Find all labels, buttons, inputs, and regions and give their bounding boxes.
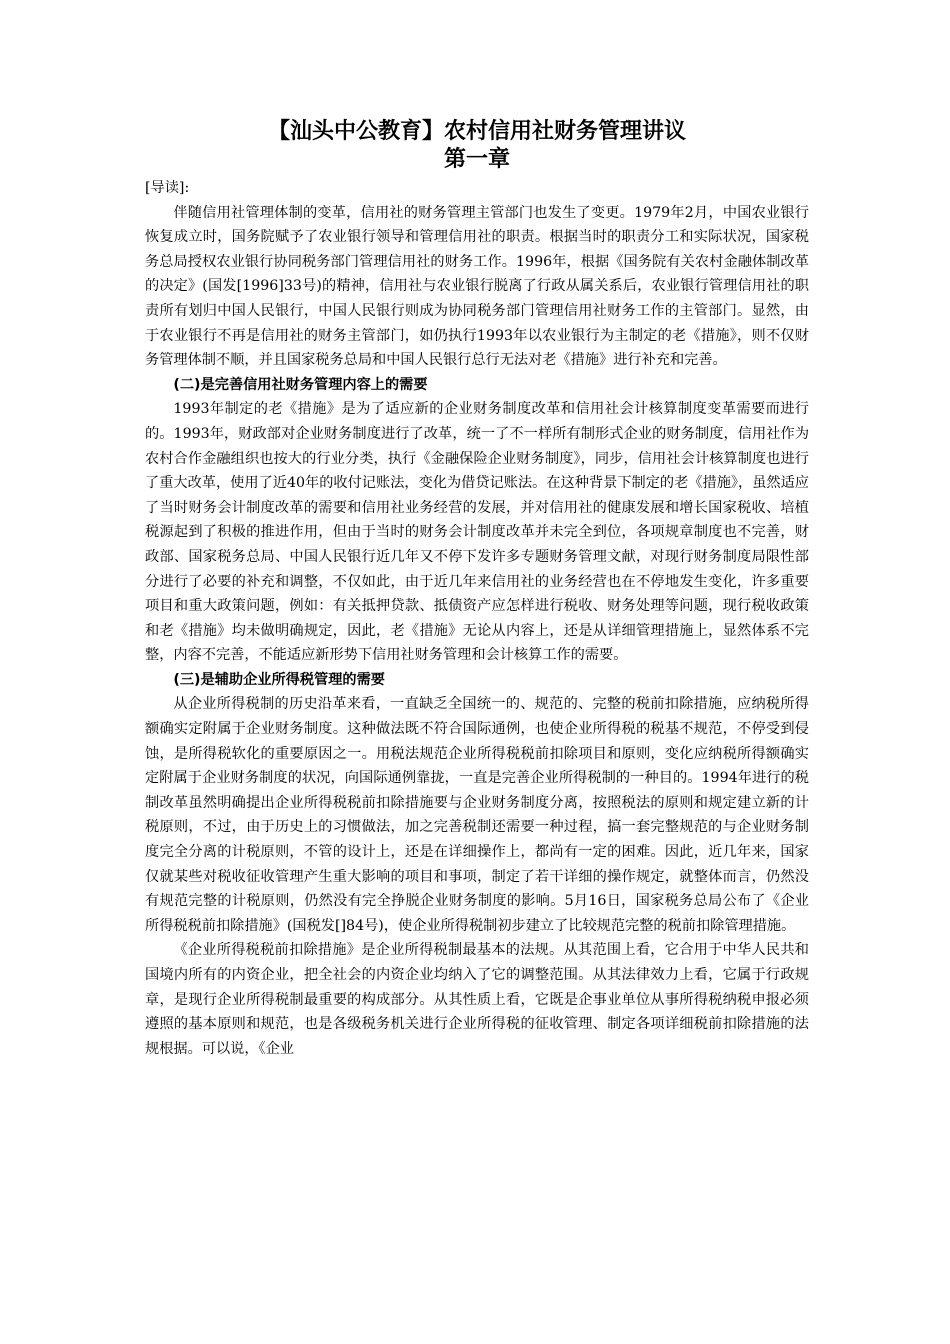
document-page	[145, 118, 809, 1061]
paragraph: 伴随信用社管理体制的变革，信用社的财务管理主管部门也发生了变更。1979年2月，中国农业银行恢复成立时，国务院赋予了农业银行领导和管理信用社的职责。根据当时的职责分工和实际状况，国家税务总局授权农业银行协同税务部门管理信用社的财务工作。1996年，根据《国务院有关农村金融体制改革的决定》(国发[1996]33号)的精神，信用社与农业银行脱离了行政从属关系后，农业银行管理信用社的职责所有划归中国人民银行，中国人民银行则成为协同税务部门管理信用社财务工作的主管部门。显然，由于农业银行不再是信用社的财务主管部门，如仍执行1993年以农业银行为主制定的老《措施》，则不仅财务管理体制不顺，并且国家税务总局和中国人民银行总行无法对老《措施》进行补充和完善。	[145, 204, 809, 369]
chapter-title: 第一章	[443, 147, 510, 172]
section-heading: (三)是辅助企业所得税管理的需要	[173, 671, 385, 688]
document-title: 【汕头中公教育】农村信用社财务管理讲议	[267, 119, 686, 144]
section-heading: (二)是完善信用社财务管理内容上的需要	[173, 376, 428, 393]
paragraph: 1993年制定的老《措施》是为了适应新的企业财务制度改革和信用社会计核算制度变革需要而进行的。1993年，财政部对企业财务制度进行了改革，统一了不一样所有制形式企业的财务制度，信用社作为农村合作金融组织也按大的行业分类，执行《金融保险企业财务制度》，同步，信用社会计核算制度也进行了重大改革，使用了近40年的收付记账法，变化为借贷记账法。在这种背景下制定的老《措施》，虽然适应了当时财务会计制度改革的需要和信用社业务经营的发展，并对信用社的健康发展和增长国家税收、培植税源起到了积极的推进作用，但由于当时的财务会计制度改革并未完全到位，各项规章制度也不完善，财政部、国家税务总局、中国人民银行近几年又不停下发许多专题财务管理文献，对现行财务制度局限性部分进行了必要的补充和调整，不仅如此，由于近几年来信用社的业务经营也在不停地发生变化，许多重要项目和重大政策问题，例如：有关抵押贷款、抵债资产应怎样进行税收、财务处理等问题，现行税收政策和老《措施》均未做明确规定，因此，老《措施》无论从内容上，还是从详细管理措施上，显然体系不完整，内容不完善，不能适应新形势下信用社财务管理和会计核算工作的需要。	[145, 401, 810, 664]
paragraph: 《企业所得税税前扣除措施》是企业所得税制最基本的法规。从其范围上看，它合用于中华人民共和国境内所有的内资企业，把全社会的内资企业均纳入了它的调整范围。从其法律效力上看，它属于行政规章，是现行企业所得税制最重要的构成部分。从其性质上看，它既是企事业单位从事所得税纳税申报必须遵照的基本原则和规范，也是各级税务机关进行企业所得税的征收管理、制定各项详细税前扣除措施的法规根据。可以说，《企业	[145, 942, 809, 1057]
intro-label: [导读]:	[145, 180, 190, 196]
paragraph: 从企业所得税制的历史沿革来看，一直缺乏全国统一的、规范的、完整的税前扣除措施，应纳税所得额确实定附属于企业财务制度。这种做法既不符合国际通例，也使企业所得税的税基不规范，不停受到侵蚀，是所得税软化的重要原因之一。用税法规范企业所得税税前扣除项目和原则，变化应纳税所得额确实定附属于企业财务制度的状况，向国际通例靠拢，一直是完善企业所得税制的一种目的。1994年进行的税制改革虽然明确提出企业所得税税前扣除措施要与企业财务制度分离，按照税法的原则和规定建立新的计税原则，不过，由于历史上的习惯做法，加之完善税制还需要一种过程，搞一套完整规范的与企业财务制度完全分离的计税原则，不管的设计上，还是在详细操作上，都尚有一定的困难。因此，近几年来，国家仅就某些对税收征收管理产生重大影响的项目和事项，制定了若干详细的操作规定，就整体而言，仍然没有规范完整的计税原则，仍然没有完全挣脱企业财务制度的影响。5月16日，国家税务总局公布了《企业所得税税前扣除措施》(国税发[]84号)，使企业所得税制初步建立了比较规范完整的税前扣除管理措施。	[145, 696, 809, 934]
